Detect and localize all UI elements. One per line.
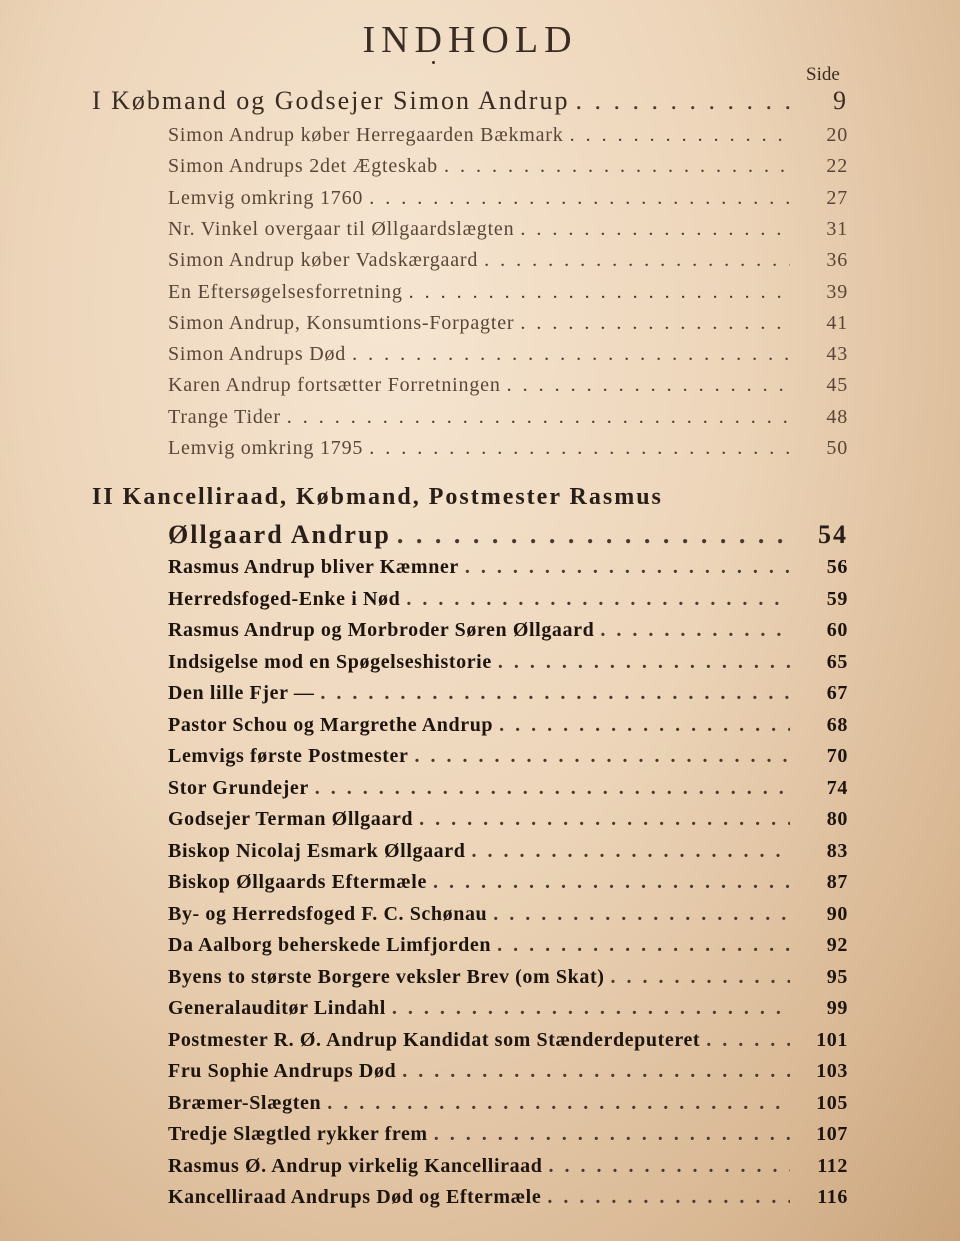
entry-title: Generalauditør Lindahl <box>168 997 386 1019</box>
toc-entry <box>0 556 960 586</box>
dot-leader <box>406 588 790 611</box>
dot-leader <box>549 1155 790 1178</box>
page-number: 103 <box>816 1060 848 1082</box>
page-number: 65 <box>826 650 848 673</box>
page-number: 27 <box>826 186 848 209</box>
page-number: 83 <box>826 839 848 862</box>
toc-entry <box>0 343 960 373</box>
page-number: 50 <box>826 437 848 459</box>
entry-title: Herredsfoged-Enke i Nød <box>168 587 401 610</box>
entry-title: Biskop Øllgaards Eftermæle <box>168 871 427 893</box>
entry-title: Lemvig omkring 1760 <box>168 186 364 209</box>
entry-title: Den lille Fjer — <box>168 682 315 704</box>
page-number: 74 <box>826 776 848 799</box>
toc-entry <box>0 1186 960 1216</box>
entry-title: Pastor Schou og Margrethe Andrup <box>168 713 494 736</box>
toc-entry <box>0 588 960 618</box>
toc-entry <box>0 808 960 838</box>
toc-entry <box>0 682 960 712</box>
dot-leader <box>414 745 790 768</box>
page-number: 41 <box>826 311 848 334</box>
page-number: 105 <box>816 1091 848 1114</box>
entry-title: Rasmus Ø. Andrup virkelig Kancelliraad <box>168 1154 543 1177</box>
toc-entry <box>0 437 960 467</box>
entry-title: Simon Andrup, Konsumtions-Forpagter <box>168 311 515 334</box>
chapter-title: I Købmand og Godsejer Simon Andrup <box>92 86 570 115</box>
entry-title: Lemvig omkring 1795 <box>168 437 364 459</box>
entry-title: Bræmer-Slægten <box>168 1091 322 1114</box>
entry-title: Simon Andrups 2det Ægteskab <box>168 155 438 178</box>
page-number: 70 <box>826 745 848 767</box>
page-column-label: Side <box>806 64 840 85</box>
dot-leader <box>434 1123 790 1146</box>
entry-title: Nr. Vinkel overgaar til Øllgaardslægten <box>168 217 515 240</box>
dot-leader <box>352 343 790 366</box>
dot-leader <box>507 374 790 397</box>
dot-leader <box>600 619 790 642</box>
entry-title: Kancelliraad Andrups Død og Eftermæle <box>168 1186 542 1208</box>
dot-leader <box>392 997 790 1020</box>
entry-title: Simon Andrup køber Vadskærgaard <box>168 249 479 272</box>
toc-entry <box>0 619 960 649</box>
toc-entry <box>0 714 960 744</box>
toc-entry <box>0 651 960 681</box>
dot-leader <box>499 714 790 737</box>
entry-title: Tredje Slægtled rykker frem <box>168 1123 428 1145</box>
toc-entry <box>0 871 960 901</box>
page-number: 31 <box>826 217 848 240</box>
dot-leader <box>493 903 790 926</box>
chapter-1-heading <box>0 86 960 116</box>
toc-entry <box>0 374 960 404</box>
toc-entry <box>0 1029 960 1059</box>
entry-title: En Eftersøgelsesforretning <box>168 280 403 303</box>
toc-entry <box>0 1092 960 1122</box>
page-number: 112 <box>817 1154 848 1177</box>
entry-title: Rasmus Andrup og Morbroder Søren Øllgaard <box>168 619 595 641</box>
dot-leader <box>444 155 790 178</box>
dot-leader <box>287 406 790 429</box>
page-number: 36 <box>826 249 848 272</box>
page-number: 101 <box>816 1028 848 1051</box>
toc-entry <box>0 1155 960 1185</box>
dot-leader <box>570 124 790 147</box>
dot-leader <box>497 934 790 957</box>
dot-leader <box>484 249 790 272</box>
entry-title: Simon Andrup køber Herregaarden Bækmark <box>168 124 564 146</box>
entry-title: Karen Andrup fortsætter Forretningen <box>168 374 501 397</box>
dot-leader <box>419 808 790 831</box>
entry-title: Biskop Nicolaj Esmark Øllgaard <box>168 839 466 862</box>
dot-leader <box>547 1186 790 1209</box>
dot-leader <box>409 281 790 304</box>
entry-title: Rasmus Andrup bliver Kæmner <box>168 556 459 578</box>
entry-title: Indsigelse mod en Spøgelseshistorie <box>168 650 492 673</box>
page-number: 92 <box>826 934 848 956</box>
page-number: 99 <box>826 997 848 1019</box>
page-number: 107 <box>816 1123 848 1145</box>
page-number: 80 <box>826 808 848 830</box>
toc-entry <box>0 1123 960 1153</box>
toc-entry <box>0 840 960 870</box>
toc-entry <box>0 124 960 154</box>
entry-title: Da Aalborg beherskede Limfjorden <box>168 934 492 956</box>
entry-title: Godsejer Terman Øllgaard <box>168 808 414 830</box>
toc-entry <box>0 1060 960 1090</box>
page-number: 87 <box>826 871 848 893</box>
page-number: 54 <box>818 520 848 549</box>
page-number: 60 <box>826 619 848 641</box>
toc-entry <box>0 281 960 311</box>
toc-entry <box>0 903 960 933</box>
chapter-2-heading-line2 <box>0 520 960 550</box>
chapter-title: Øllgaard Andrup <box>168 520 391 549</box>
chapter-2-heading-line1: II Kancelliraad, Købmand, Postmester Rasmus <box>92 484 663 510</box>
toc-entry <box>0 155 960 185</box>
entry-title: Lemvigs første Postmester <box>168 745 409 767</box>
entry-title: By- og Herredsfoged F. C. Schønau <box>168 902 488 925</box>
page-number: 59 <box>826 587 848 610</box>
toc-entry <box>0 249 960 279</box>
dot-leader <box>397 520 790 550</box>
toc-entry <box>0 406 960 436</box>
page-number: 39 <box>826 280 848 303</box>
dot-leader <box>369 187 790 210</box>
page-number: 116 <box>817 1186 848 1208</box>
page-number: 90 <box>826 902 848 925</box>
toc-entry <box>0 966 960 996</box>
toc-entry <box>0 934 960 964</box>
dot-leader <box>315 777 790 800</box>
page-number: 68 <box>826 713 848 736</box>
toc-entry <box>0 312 960 342</box>
page-number: 22 <box>826 155 848 178</box>
dot-leader <box>610 966 790 989</box>
page-number: 48 <box>826 405 848 428</box>
entry-title: Stor Grundejer <box>168 776 309 799</box>
entry-title: Simon Andrups Død <box>168 343 347 366</box>
dot-leader <box>433 871 790 894</box>
page-number: 56 <box>826 556 848 578</box>
dot-leader <box>471 840 790 863</box>
dot-leader <box>575 86 790 116</box>
dot-leader <box>327 1092 790 1115</box>
dot-leader <box>520 218 790 241</box>
entry-title: Fru Sophie Andrups Død <box>168 1060 397 1082</box>
entry-title: Trange Tider <box>168 405 281 428</box>
dot-leader <box>369 437 790 460</box>
page-number: 43 <box>826 343 848 366</box>
dot-leader <box>320 682 790 705</box>
page-number: 95 <box>826 965 848 988</box>
page-number: 67 <box>826 682 848 704</box>
title-dot <box>432 61 435 64</box>
dot-leader <box>465 556 790 579</box>
entry-title: Byens to største Borgere veksler Brev (om Skat) <box>168 965 605 988</box>
page-number: 9 <box>833 86 848 115</box>
toc-entry <box>0 187 960 217</box>
dot-leader <box>520 312 790 335</box>
dot-leader <box>498 651 790 674</box>
toc-entry <box>0 745 960 775</box>
toc-entry <box>0 997 960 1027</box>
page-number: 20 <box>826 124 848 146</box>
toc-entry <box>0 218 960 248</box>
dot-leader <box>706 1029 790 1052</box>
entry-title: Postmester R. Ø. Andrup Kandidat som Stænderdeputeret <box>168 1028 701 1051</box>
page-number: 45 <box>826 374 848 397</box>
toc-entry <box>0 777 960 807</box>
page-title: INDHOLD <box>362 19 578 61</box>
dot-leader <box>402 1060 790 1083</box>
